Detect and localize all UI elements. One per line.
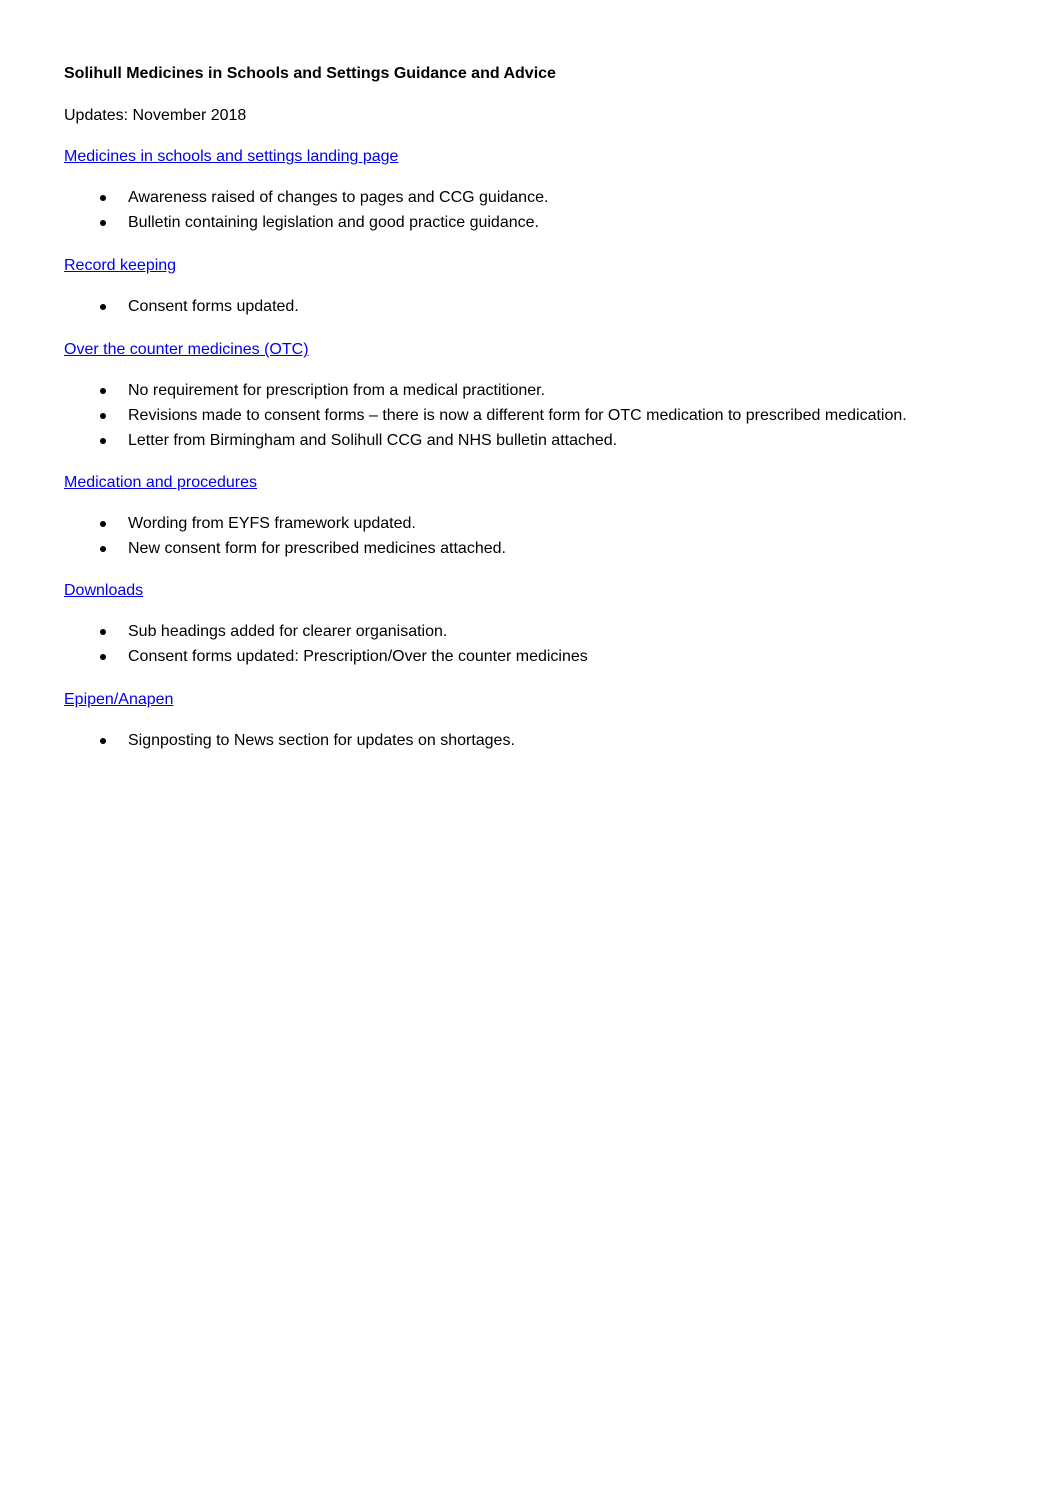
bullet-icon xyxy=(100,413,106,419)
list-item xyxy=(64,622,1024,647)
list-item xyxy=(64,297,1024,322)
bullet-text: Signposting to News section for updates on shortages. xyxy=(128,732,515,749)
bullet-list xyxy=(64,381,1024,456)
section-epipen-anapen xyxy=(64,690,1024,756)
section-link-epipen-anapen[interactable]: Epipen/Anapen xyxy=(64,691,174,708)
bullet-icon xyxy=(100,388,106,394)
section-landing-page xyxy=(64,147,1024,238)
bullet-text: Awareness raised of changes to pages and CCG guidance. xyxy=(128,189,549,206)
bullet-icon xyxy=(100,304,106,310)
bullet-text: Sub headings added for clearer organisation. xyxy=(128,623,448,640)
list-item xyxy=(64,647,1024,672)
bullet-text: No requirement for prescription from a medical practitioner. xyxy=(128,382,546,399)
bullet-text: Letter from Birmingham and Solihull CCG and NHS bulletin attached. xyxy=(128,432,618,449)
list-item xyxy=(64,381,1024,406)
list-item xyxy=(64,213,1024,238)
bullet-text: Revisions made to consent forms – there is now a different form for OTC medication to prescribed medication. xyxy=(128,407,907,424)
bullet-list xyxy=(64,731,1024,756)
bullet-icon xyxy=(100,220,106,226)
section-downloads xyxy=(64,581,1024,672)
bullet-text: Consent forms updated. xyxy=(128,298,299,315)
bullet-icon xyxy=(100,629,106,635)
section-medication-procedures xyxy=(64,473,1024,564)
bullet-list xyxy=(64,297,1024,322)
bullet-text: New consent form for prescribed medicines attached. xyxy=(128,540,506,557)
list-item xyxy=(64,406,1024,431)
bullet-icon xyxy=(100,654,106,660)
bullet-text: Consent forms updated: Prescription/Over the counter medicines xyxy=(128,648,588,665)
section-link-downloads[interactable]: Downloads xyxy=(64,582,144,599)
bullet-list xyxy=(64,514,1024,564)
list-item xyxy=(64,539,1024,564)
document-subtitle: Updates: November 2018 xyxy=(64,107,247,124)
bullet-icon xyxy=(100,546,106,552)
bullet-icon xyxy=(100,521,106,527)
bullet-text: Bulletin containing legislation and good practice guidance. xyxy=(128,214,539,231)
bullet-list xyxy=(64,622,1024,672)
bullet-list xyxy=(64,188,1024,238)
bullet-text: Wording from EYFS framework updated. xyxy=(128,515,416,532)
section-link-medication-procedures[interactable]: Medication and procedures xyxy=(64,474,258,491)
list-item xyxy=(64,431,1024,456)
list-item xyxy=(64,731,1024,756)
bullet-icon xyxy=(100,738,106,744)
bullet-icon xyxy=(100,438,106,444)
section-link-landing-page[interactable]: Medicines in schools and settings landing page xyxy=(64,148,399,165)
list-item xyxy=(64,514,1024,539)
document-title: Solihull Medicines in Schools and Settings Guidance and Advice xyxy=(64,65,556,82)
section-link-otc-medicines[interactable]: Over the counter medicines (OTC) xyxy=(64,341,309,358)
section-otc-medicines xyxy=(64,340,1024,456)
bullet-icon xyxy=(100,195,106,201)
section-link-record-keeping[interactable]: Record keeping xyxy=(64,257,177,274)
section-record-keeping xyxy=(64,256,1024,322)
list-item xyxy=(64,188,1024,213)
